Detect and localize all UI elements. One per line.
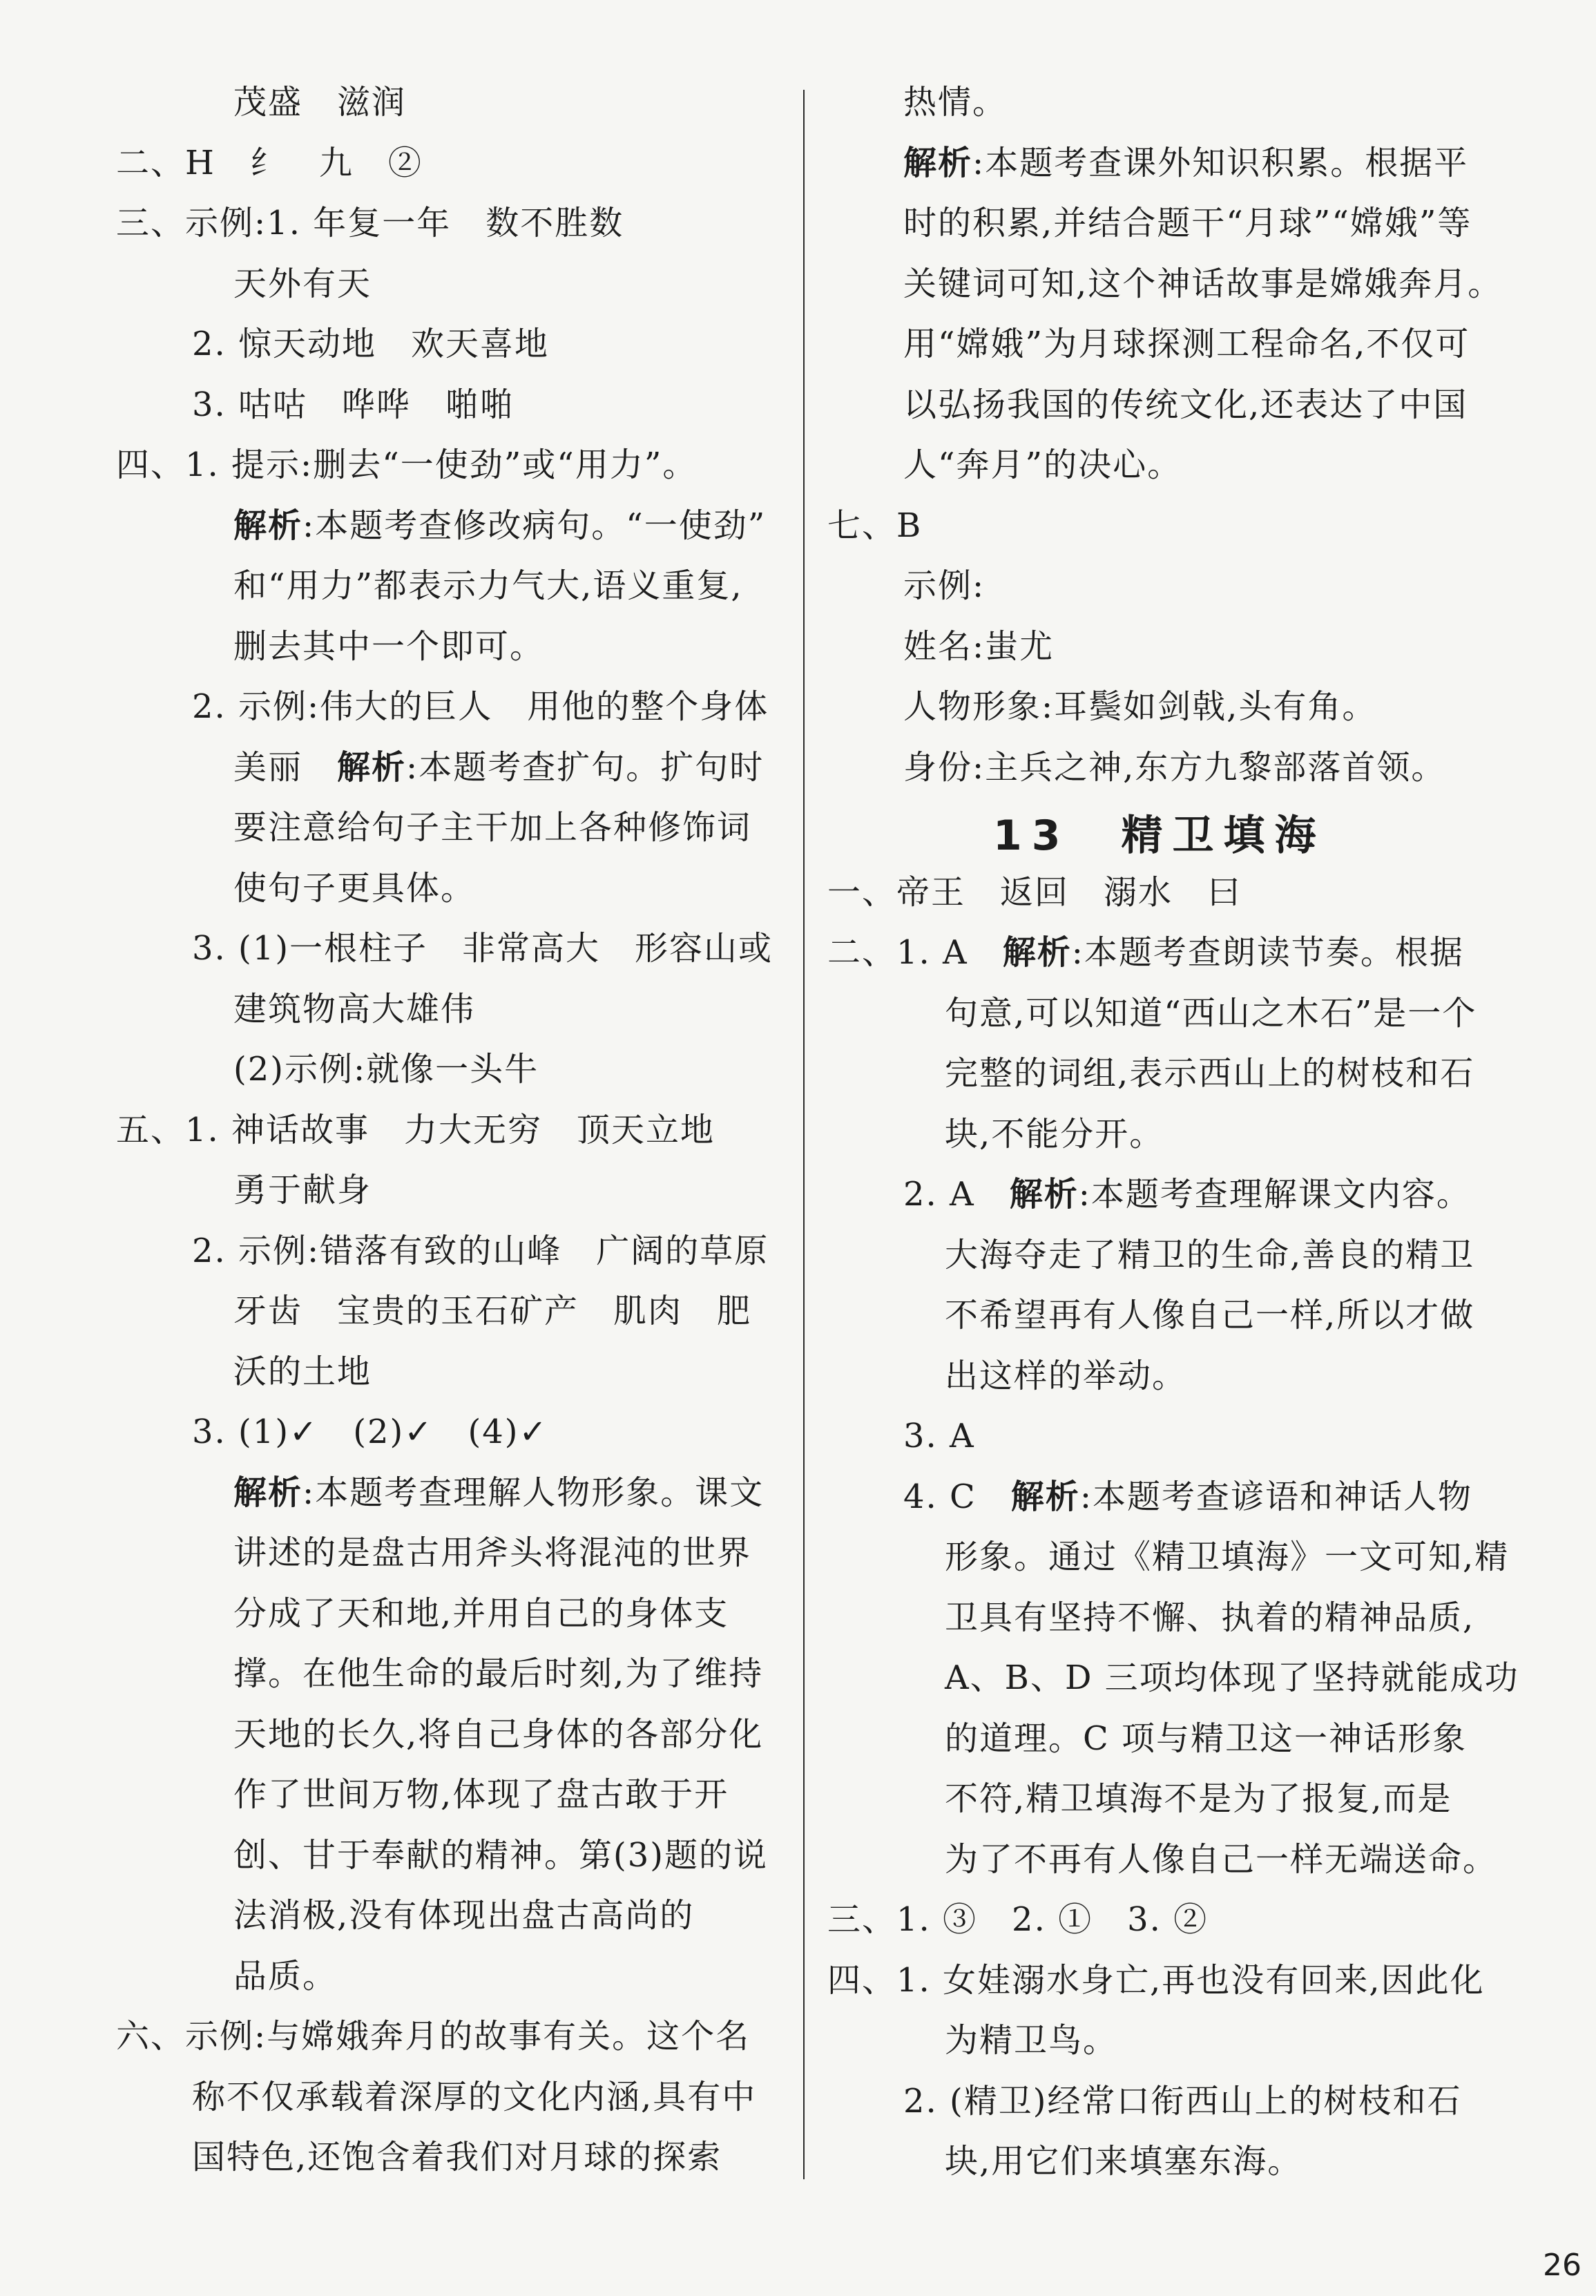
answer-line xyxy=(233,1169,372,1211)
answer-line xyxy=(116,1109,715,1151)
answer-line xyxy=(233,807,751,848)
answer-text: 七、B xyxy=(827,506,923,545)
answer-text: 沃的土地 xyxy=(233,1352,372,1391)
answer-line xyxy=(903,2080,1462,2122)
answer-prefix: 4. C xyxy=(903,1477,1011,1516)
answer-text: 删去其中一个即可。 xyxy=(233,626,545,666)
answer-line xyxy=(233,988,475,1030)
analysis-label: 解析 xyxy=(233,1473,303,1512)
answer-line xyxy=(903,82,1007,123)
answer-text: 2. (精卫)经常口衔西山上的树枝和石 xyxy=(903,2081,1462,2121)
answer-line xyxy=(903,263,1502,305)
answer-line xyxy=(192,384,515,425)
answer-text: 时的积累,并结合题干“月球”“嫦娥”等 xyxy=(903,204,1472,242)
answer-text: 示例: xyxy=(903,566,986,605)
answer-line xyxy=(233,1835,768,1876)
answer-text: :本题考查修改病句。“一使劲” xyxy=(302,506,767,545)
answer-text: 卫具有坚持不懈、执着的精神品质, xyxy=(945,1598,1475,1637)
answer-line xyxy=(233,263,372,305)
answer-text: 大海夺走了精卫的生命,善良的精卫 xyxy=(945,1235,1475,1274)
answer-prefix: 二、1. A xyxy=(827,933,1003,972)
answer-line xyxy=(903,142,1468,184)
answer-text: 用“嫦娥”为月球探测工程命名,不仅可 xyxy=(903,325,1470,363)
answer-prefix: 美丽 xyxy=(233,747,338,787)
answer-line xyxy=(945,1234,1474,1276)
answer-line xyxy=(903,444,1182,486)
answer-line xyxy=(945,2141,1302,2182)
answer-line xyxy=(233,1351,372,1393)
answer-line xyxy=(233,565,743,606)
answer-text: 称不仅承载着深厚的文化内涵,具有中 xyxy=(192,2077,757,2116)
answer-line xyxy=(233,1955,337,1997)
answer-text: :本题考查课外知识积累。根据平 xyxy=(972,143,1469,182)
answer-text: 一、帝王 返回 溺水 曰 xyxy=(827,872,1242,912)
answer-line xyxy=(903,565,985,606)
answer-text: 法消极,没有体现出盘古高尚的 xyxy=(233,1896,695,1935)
answer-text: 3. (1)✓ (2)✓ (4)✓ xyxy=(192,1413,548,1451)
answer-text: 完整的词组,表示西山上的树枝和石 xyxy=(945,1054,1475,1093)
analysis-label: 解析 xyxy=(1002,933,1072,972)
answer-text: 撑。在他生命的最后时刻,为了维持 xyxy=(233,1654,764,1693)
answer-line xyxy=(827,505,922,546)
answer-line xyxy=(233,1049,539,1090)
answer-text: 讲述的是盘古用斧头将混沌的世界 xyxy=(233,1533,752,1572)
answer-text: 勇于献身 xyxy=(233,1171,372,1209)
analysis-label: 解析 xyxy=(337,747,407,787)
answer-line xyxy=(827,872,1242,913)
answer-text: :本题考查理解人物形象。课文 xyxy=(302,1473,765,1512)
answer-line xyxy=(903,323,1470,365)
answer-text: :本题考查谚语和神话人物 xyxy=(1079,1477,1472,1516)
answer-line xyxy=(116,444,697,486)
answer-text: 要注意给句子主干加上各种修饰词 xyxy=(233,808,752,847)
answer-line xyxy=(945,993,1477,1034)
answer-line xyxy=(945,1355,1186,1397)
answer-text: 和“用力”都表示力气大,语义重复, xyxy=(233,566,743,605)
answer-text: :本题考查扩句。扩句时 xyxy=(406,747,765,787)
answer-line xyxy=(945,1657,1519,1699)
answer-text: 3. 咕咕 哗哗 啪啪 xyxy=(192,385,515,424)
answer-text: 2. 惊天动地 欢天喜地 xyxy=(192,325,550,363)
analysis-label: 解析 xyxy=(1009,1175,1079,1214)
answer-line xyxy=(903,686,1376,727)
answer-line xyxy=(233,82,406,123)
answer-text: 分成了天和地,并用自己的身体支 xyxy=(233,1594,729,1633)
answer-line xyxy=(903,626,1054,667)
answer-line xyxy=(945,1053,1474,1094)
answer-line xyxy=(945,1597,1474,1638)
answer-line xyxy=(192,1411,548,1453)
answer-line xyxy=(945,1536,1509,1578)
answer-text: 五、1. 神话故事 力大无穷 顶天立地 xyxy=(116,1110,715,1149)
answer-line xyxy=(827,1899,1208,1940)
answer-line xyxy=(233,505,766,546)
answer-line xyxy=(233,626,544,667)
answer-line xyxy=(945,1294,1474,1336)
answer-line xyxy=(233,1774,729,1815)
answer-text: 人“奔月”的决心。 xyxy=(903,446,1182,484)
page-number: 26 xyxy=(1543,2248,1581,2283)
answer-text: 句意,可以知道“西山之木石”是一个 xyxy=(945,993,1477,1033)
answer-text: 姓名:蚩尤 xyxy=(903,626,1055,666)
answer-line xyxy=(945,1718,1467,1759)
answer-line xyxy=(945,1778,1452,1819)
answer-text: 牙齿 宝贵的玉石矿产 肌肉 肥 xyxy=(233,1292,752,1330)
answer-line xyxy=(233,868,475,909)
answer-text: 以弘扬我国的传统文化,还表达了中国 xyxy=(903,385,1468,424)
answer-line xyxy=(233,747,764,788)
answer-text: 2. 示例:错落有致的山峰 广阔的草原 xyxy=(192,1231,769,1270)
answer-line xyxy=(192,1230,769,1272)
answer-text: 不符,精卫填海不是为了报复,而是 xyxy=(945,1779,1452,1818)
analysis-label: 解析 xyxy=(903,143,973,182)
answer-line xyxy=(903,1174,1471,1215)
section-title: 13 精卫填海 xyxy=(993,812,1326,860)
analysis-label: 解析 xyxy=(1010,1477,1080,1516)
answer-line xyxy=(233,1593,729,1634)
answer-line xyxy=(116,142,423,184)
answer-line xyxy=(827,932,1464,973)
answer-text: 四、1. 女娃溺水身亡,再也没有回来,因此化 xyxy=(827,1960,1485,2000)
answer-text: (2)示例:就像一头牛 xyxy=(233,1050,539,1089)
answer-text: 出这样的举动。 xyxy=(945,1356,1187,1395)
answer-line xyxy=(192,2076,756,2118)
answer-text: 建筑物高大雄伟 xyxy=(233,989,476,1029)
answer-line xyxy=(192,323,549,365)
answer-text: 为精卫鸟。 xyxy=(945,2021,1118,2060)
answer-line xyxy=(945,2020,1117,2061)
answer-text: 的道理。C 项与精卫这一神话形象 xyxy=(945,1719,1467,1758)
answer-line xyxy=(903,747,1445,788)
answer-text: 作了世间万物,体现了盘古敢于开 xyxy=(233,1775,729,1814)
answer-text: 茂盛 滋润 xyxy=(233,83,407,122)
answer-prefix: 2. A xyxy=(903,1175,1010,1214)
answer-text: :本题考查朗读节奏。根据 xyxy=(1071,933,1464,972)
answer-text: 不希望再有人像自己一样,所以才做 xyxy=(945,1296,1475,1334)
answer-text: 创、甘于奉献的精神。第(3)题的说 xyxy=(233,1835,768,1875)
answer-text: 块,用它们来填塞东海。 xyxy=(945,2142,1302,2181)
analysis-label: 解析 xyxy=(233,506,303,545)
answer-text: 四、1. 提示:删去“一使劲”或“用力”。 xyxy=(116,446,698,484)
answer-text: 三、1. ③ 2. ① 3. ② xyxy=(827,1900,1209,1939)
answer-line xyxy=(233,1472,764,1513)
answer-text: 二、H 纟 九 ② xyxy=(116,143,423,182)
answer-text: 关键词可知,这个神话故事是嫦娥奔月。 xyxy=(903,264,1503,303)
answer-line xyxy=(903,202,1472,244)
answer-line xyxy=(192,686,769,727)
answer-text: :本题考查理解课文内容。 xyxy=(1078,1175,1471,1214)
answer-text: 人物形象:耳鬓如剑戟,头有角。 xyxy=(903,687,1377,726)
column-divider xyxy=(803,90,805,2179)
answer-line xyxy=(903,384,1468,425)
answer-line xyxy=(116,2016,750,2057)
answer-line xyxy=(903,1415,975,1457)
answer-text: 品质。 xyxy=(233,1956,338,1996)
answer-line xyxy=(233,1290,751,1332)
answer-text: 3. (1)一根柱子 非常高大 形容山或 xyxy=(192,929,773,968)
answer-text: 身份:主兵之神,东方九黎部落首领。 xyxy=(903,747,1446,787)
answer-line xyxy=(233,1653,763,1694)
answer-line xyxy=(233,1532,751,1573)
answer-line xyxy=(945,1839,1497,1880)
answer-line xyxy=(233,1714,763,1755)
answer-text: 形象。通过《精卫填海》一文可知,精 xyxy=(945,1538,1510,1576)
answer-text: 天外有天 xyxy=(233,264,372,303)
answer-text: 国特色,还饱含着我们对月球的探索 xyxy=(192,2138,722,2177)
answer-text: 使句子更具体。 xyxy=(233,868,476,908)
answer-line xyxy=(827,1960,1485,2001)
answer-text: 三、示例:1. 年复一年 数不胜数 xyxy=(116,204,624,242)
answer-text: 六、示例:与嫦娥奔月的故事有关。这个名 xyxy=(116,2017,751,2056)
answer-text: A、B、D 三项均体现了坚持就能成功 xyxy=(945,1658,1519,1697)
answer-text: 3. A xyxy=(903,1417,975,1455)
answer-line xyxy=(116,202,624,244)
answer-text: 天地的长久,将自己身体的各部分化 xyxy=(233,1714,764,1754)
answer-line xyxy=(192,928,773,969)
answer-text: 为了不再有人像自己一样无端送命。 xyxy=(945,1839,1498,1879)
answer-line xyxy=(192,2136,722,2178)
answer-line xyxy=(945,1113,1164,1155)
answer-text: 2. 示例:伟大的巨人 用他的整个身体 xyxy=(192,687,769,726)
answer-text: 热情。 xyxy=(903,83,1008,122)
answer-line xyxy=(903,1476,1472,1518)
answer-line xyxy=(233,1895,694,1936)
answer-text: 块,不能分开。 xyxy=(945,1114,1164,1154)
